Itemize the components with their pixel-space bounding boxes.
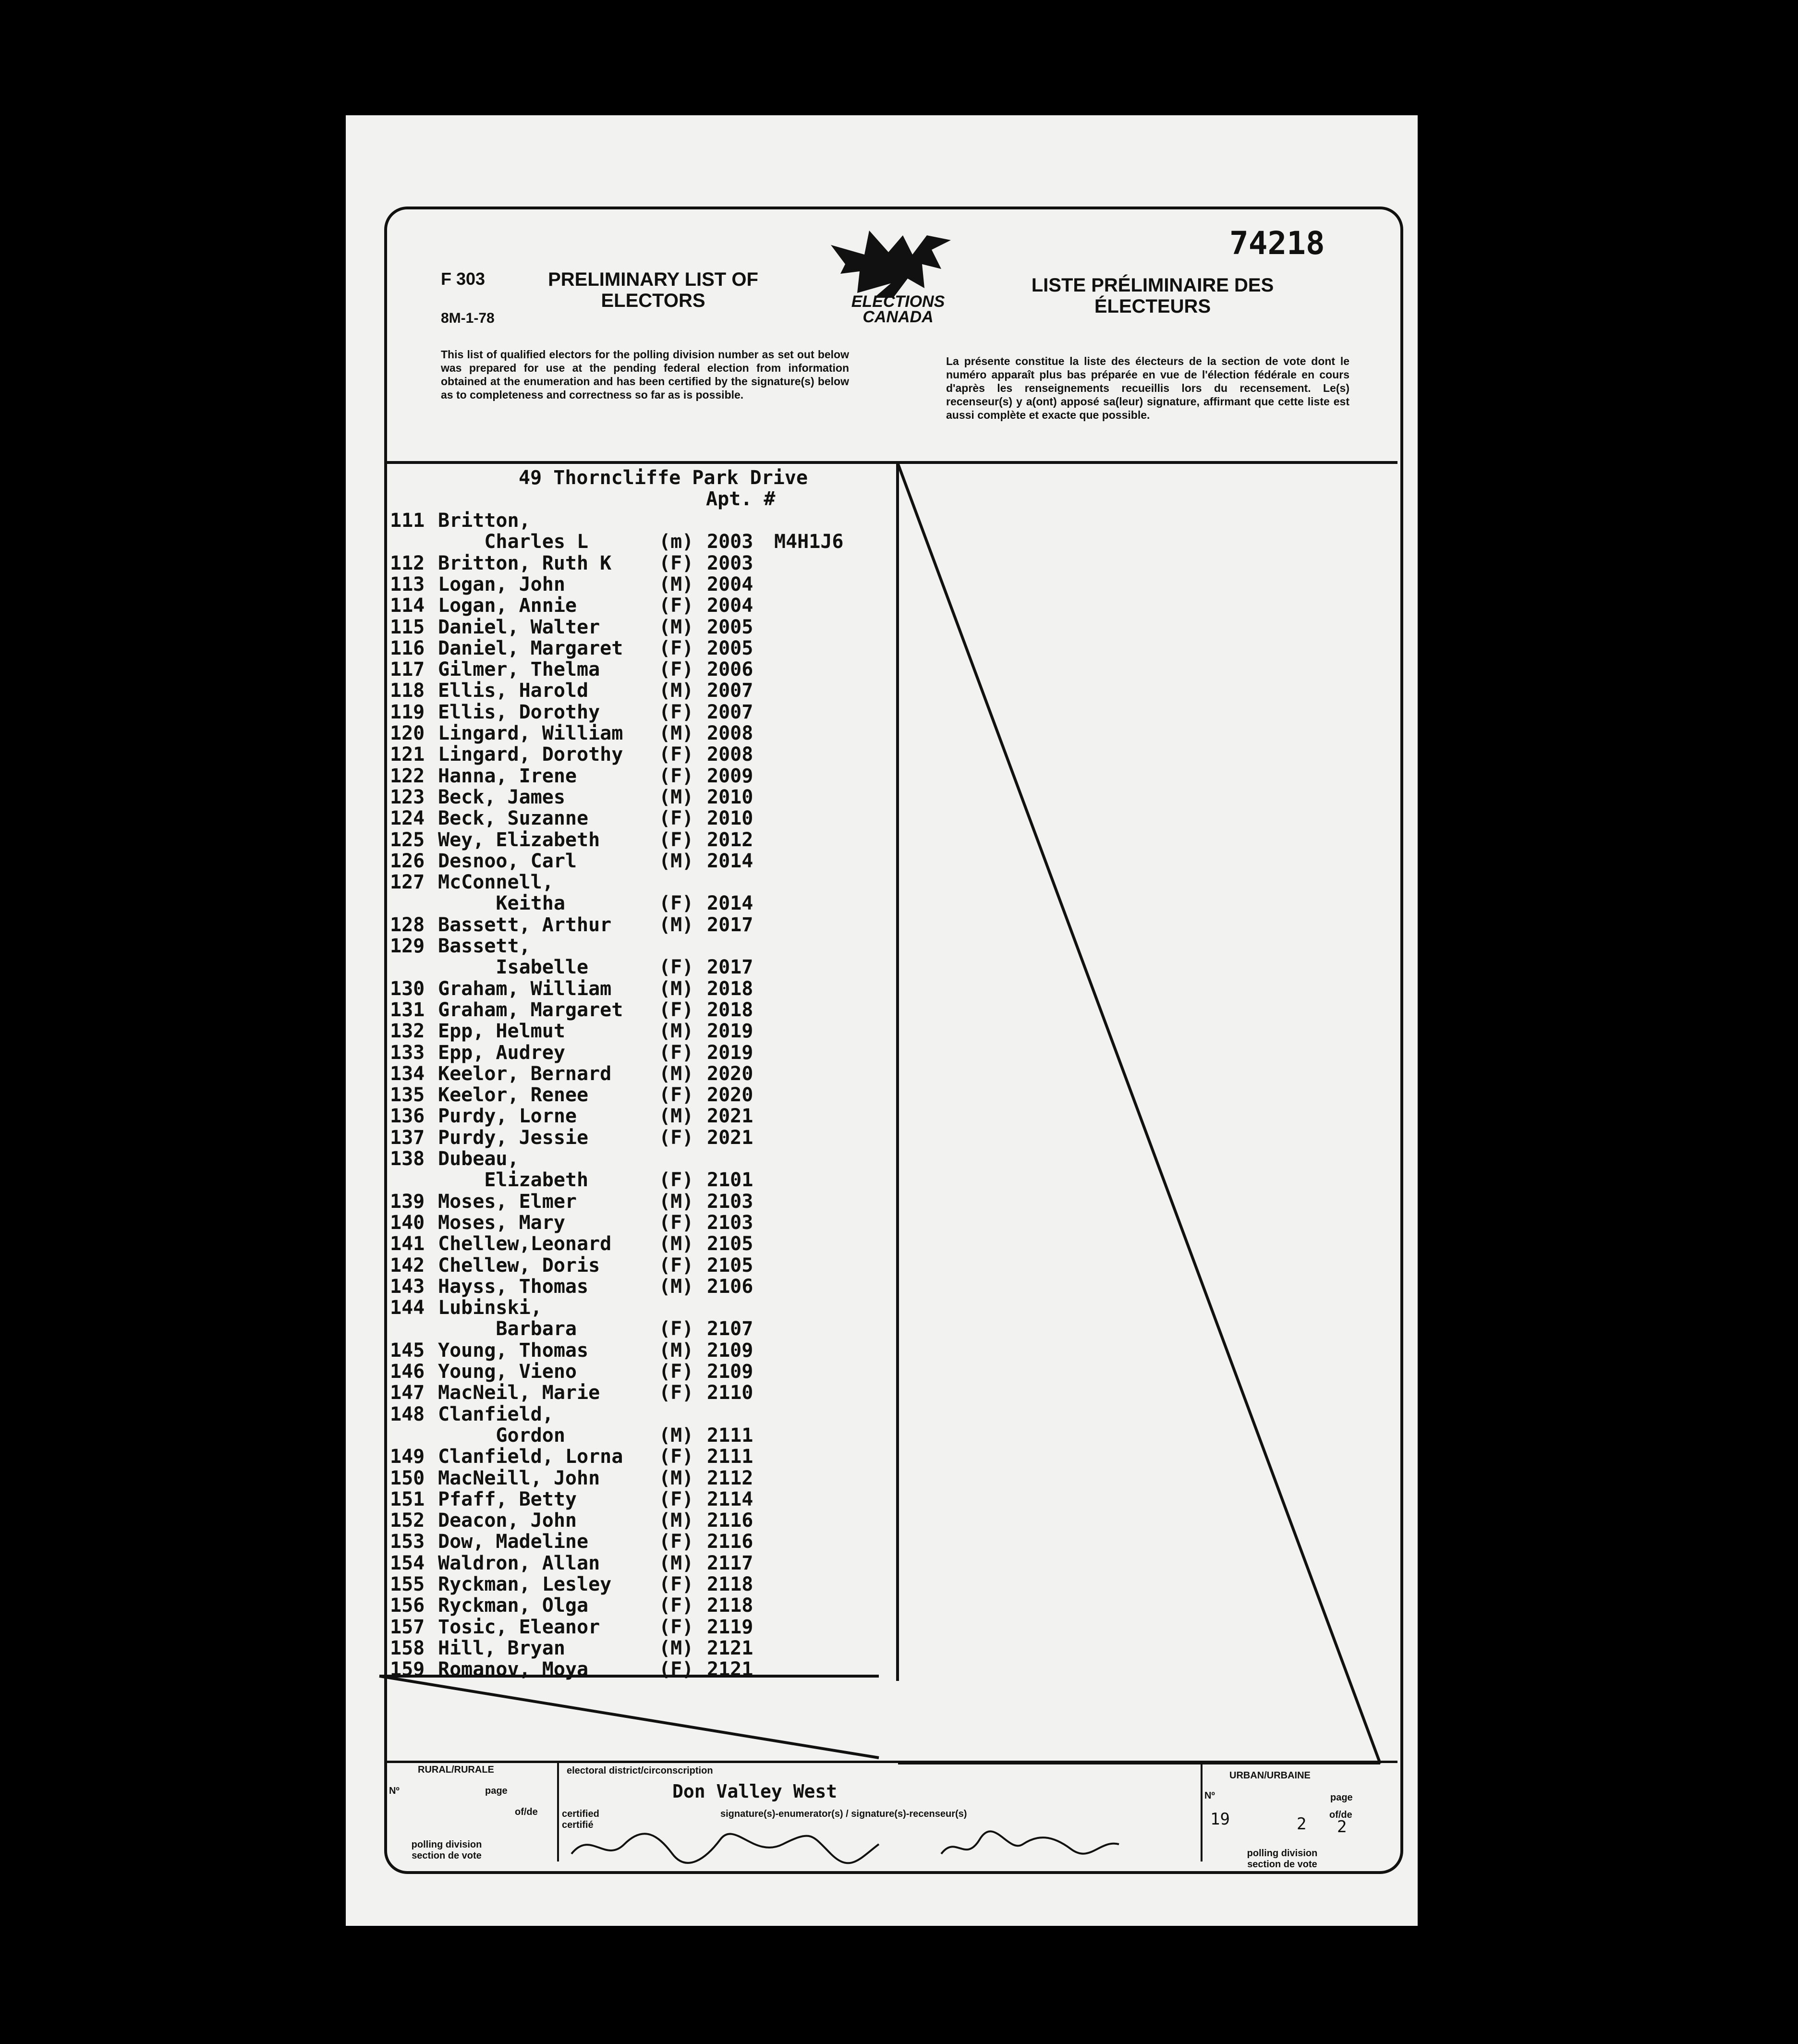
- elector-sex: (M): [659, 850, 694, 872]
- title-english: PRELIMINARY LIST OF ELECTORS: [548, 269, 758, 311]
- elector-sex: (M): [659, 1509, 694, 1532]
- elector-sex: (F): [659, 658, 694, 681]
- elector-number: 141: [390, 1233, 425, 1255]
- elector-apartment: 2018: [707, 998, 753, 1021]
- elector-sex: (F): [659, 1446, 694, 1468]
- elector-sex: (M): [659, 1339, 694, 1362]
- elector-number: 125: [390, 828, 425, 851]
- elector-apartment: 2110: [707, 1382, 753, 1404]
- elector-number: 127: [390, 871, 425, 894]
- rural-label: RURAL/RURALE: [418, 1764, 494, 1775]
- elector-name: Graham, Margaret: [438, 998, 623, 1021]
- elector-name: Keitha: [438, 892, 565, 915]
- footer-left-divider: [557, 1761, 559, 1862]
- form-number: F 303: [441, 269, 486, 289]
- elector-name: MacNeill, John: [438, 1467, 600, 1489]
- elector-number: 113: [390, 573, 425, 596]
- elector-apartment: 2119: [707, 1616, 753, 1638]
- elector-sex: (M): [659, 913, 694, 936]
- elector-name: Graham, William: [438, 977, 612, 1000]
- elector-name: Gilmer, Thelma: [438, 658, 600, 681]
- page-total: 2: [1337, 1817, 1347, 1837]
- elector-number: 150: [390, 1467, 425, 1489]
- elector-name: Bassett,: [438, 935, 531, 957]
- elector-name: Dubeau,: [438, 1148, 519, 1170]
- elector-sex: (F): [659, 828, 694, 851]
- enumerator-signatures: [562, 1825, 1186, 1868]
- elector-sex: (F): [659, 1594, 694, 1617]
- elector-sex: (F): [659, 1254, 694, 1277]
- elector-name: Ellis, Harold: [438, 680, 589, 702]
- elector-apartment: 2101: [707, 1169, 753, 1192]
- rural-no-label: Nº: [389, 1786, 400, 1796]
- elector-sex: (F): [659, 552, 694, 574]
- elector-name: Logan, John: [438, 573, 565, 596]
- elector-number: 149: [390, 1446, 425, 1468]
- elector-name: Epp, Helmut: [438, 1020, 565, 1043]
- elector-number: 151: [390, 1488, 425, 1510]
- elector-name: Ellis, Dorothy: [438, 701, 600, 723]
- urban-no-label: Nº: [1204, 1790, 1215, 1801]
- elector-apartment: 2008: [707, 722, 753, 744]
- elector-name: Waldron, Allan: [438, 1552, 600, 1574]
- elector-apartment: 2017: [707, 913, 753, 936]
- elector-number: 144: [390, 1297, 425, 1319]
- page-number: 2: [1297, 1814, 1307, 1834]
- elector-number: 129: [390, 935, 425, 957]
- elector-number: 154: [390, 1552, 425, 1574]
- elector-apartment: 2118: [707, 1573, 753, 1595]
- elector-number: 140: [390, 1211, 425, 1234]
- elector-sex: (F): [659, 1361, 694, 1383]
- notice-french: La présente constitue la liste des électeurs de la section de vote dont le numéro apparaît plus bas préparée en vue de l'élection fédérale en cours d'après les renseignements recueillis lors du recensement. Le(s) recenseur(s) y a(ont) apposé sa(leur) signature, affirmant que cette liste est aussi complète et exacte que possible.: [946, 355, 1349, 421]
- elector-apartment: 2005: [707, 637, 753, 659]
- elector-apartment: 2111: [707, 1446, 753, 1468]
- elector-number: 116: [390, 637, 425, 659]
- elector-number: 126: [390, 850, 425, 872]
- urban-label: URBAN/URBAINE: [1229, 1770, 1311, 1781]
- elector-apartment: 2010: [707, 786, 753, 808]
- elector-sex: (F): [659, 892, 694, 915]
- elector-apartment: 2121: [707, 1637, 753, 1659]
- elector-number: 136: [390, 1105, 425, 1128]
- elector-number: 122: [390, 765, 425, 787]
- elector-name: Beck, James: [438, 786, 565, 808]
- elector-name: Elizabeth: [438, 1169, 589, 1192]
- elector-number: 131: [390, 998, 425, 1021]
- elector-name: Purdy, Lorne: [438, 1105, 577, 1128]
- elector-name: Romanov, Moya: [438, 1658, 589, 1681]
- elector-name: Bassett, Arthur: [438, 913, 612, 936]
- elector-apartment: 2106: [707, 1275, 753, 1298]
- elector-number: 147: [390, 1382, 425, 1404]
- elector-number: 112: [390, 552, 425, 574]
- elector-apartment: 2021: [707, 1126, 753, 1149]
- footer-top-line: [384, 1761, 1397, 1763]
- elector-number: 143: [390, 1275, 425, 1298]
- elector-apartment: 2019: [707, 1041, 753, 1064]
- elector-name: Gordon: [438, 1424, 565, 1447]
- elector-sex: (F): [659, 998, 694, 1021]
- elector-name: Young, Vieno: [438, 1361, 577, 1383]
- elector-apartment: 2103: [707, 1211, 753, 1234]
- elector-number: 132: [390, 1020, 425, 1043]
- elector-name: Britton, Ruth K: [438, 552, 612, 574]
- elector-number: 139: [390, 1190, 425, 1213]
- elector-apartment: 2006: [707, 658, 753, 681]
- elector-number: 133: [390, 1041, 425, 1064]
- elector-apartment: 2010: [707, 807, 753, 830]
- elector-apartment: 2020: [707, 1062, 753, 1085]
- elector-sex: (M): [659, 1190, 694, 1213]
- elector-number: 138: [390, 1148, 425, 1170]
- elector-name: Britton,: [438, 510, 531, 532]
- elector-sex: (F): [659, 1041, 694, 1064]
- elector-apartment: 2117: [707, 1552, 753, 1574]
- elector-name: Keelor, Renee: [438, 1084, 589, 1107]
- elector-sex: (M): [659, 1020, 694, 1043]
- electoral-district-label: electoral district/circonscription: [567, 1765, 713, 1776]
- elector-name: Beck, Suzanne: [438, 807, 589, 830]
- elector-number: 155: [390, 1573, 425, 1595]
- elector-name: Lingard, Dorothy: [438, 743, 623, 766]
- signature-label: signature(s)-enumerator(s) / signature(s)-recenseur(s): [720, 1809, 967, 1819]
- elector-sex: (F): [659, 1488, 694, 1510]
- elector-sex: (F): [659, 1318, 694, 1340]
- elector-number: 153: [390, 1531, 425, 1553]
- elector-sex: (m): [659, 531, 694, 553]
- elector-apartment: 2003: [707, 531, 753, 553]
- electoral-district: Don Valley West: [672, 1781, 838, 1802]
- elector-sex: (F): [659, 1211, 694, 1234]
- elector-sex: (F): [659, 1616, 694, 1638]
- elector-sex: (F): [659, 595, 694, 617]
- elector-number: 114: [390, 595, 425, 617]
- elector-apartment: 2111: [707, 1424, 753, 1447]
- elector-name: Epp, Audrey: [438, 1041, 565, 1064]
- elector-name: Lingard, William: [438, 722, 623, 744]
- elector-apartment: 2004: [707, 595, 753, 617]
- form-date: 8M-1-78: [441, 310, 495, 326]
- elector-number: 156: [390, 1594, 425, 1617]
- elector-sex: (F): [659, 743, 694, 766]
- elector-apartment: 2014: [707, 850, 753, 872]
- elector-sex: (F): [659, 1658, 694, 1681]
- elector-name: Pfaff, Betty: [438, 1488, 577, 1510]
- rural-page-label: page: [485, 1786, 508, 1796]
- elector-name: Ryckman, Olga: [438, 1594, 589, 1617]
- elector-name: Clanfield,: [438, 1403, 554, 1425]
- urban-page-label: page: [1330, 1792, 1353, 1803]
- elector-number: 148: [390, 1403, 425, 1425]
- elector-apartment: 2009: [707, 765, 753, 787]
- elector-sex: (F): [659, 956, 694, 979]
- elector-apartment: 2105: [707, 1254, 753, 1277]
- notice-english: This list of qualified electors for the polling division number as set out below was prepared for use at the pending federal election from information obtained at the enumeration and has been certified by the signature(s) below as to completeness and correctness so far as is possible.: [441, 348, 849, 401]
- elector-apartment: 2019: [707, 1020, 753, 1043]
- elector-name: McConnell,: [438, 871, 554, 894]
- elector-sex: (F): [659, 1573, 694, 1595]
- elector-apartment: 2020: [707, 1084, 753, 1107]
- elector-apartment: 2017: [707, 956, 753, 979]
- elector-apartment: 2007: [707, 701, 753, 723]
- elector-number: 145: [390, 1339, 425, 1362]
- elector-number: 115: [390, 616, 425, 638]
- elector-sex: (M): [659, 1275, 694, 1298]
- title-french: LISTE PRÉLIMINAIRE DES ÉLECTEURS: [1031, 275, 1274, 317]
- elector-name: Tosic, Eleanor: [438, 1616, 600, 1638]
- elector-name: Logan, Annie: [438, 595, 577, 617]
- elector-apartment: 2109: [707, 1339, 753, 1362]
- elector-sex: (F): [659, 1531, 694, 1553]
- elector-number: 118: [390, 680, 425, 702]
- elector-apartment: 2116: [707, 1509, 753, 1532]
- elector-apartment: 2008: [707, 743, 753, 766]
- elector-sex: (F): [659, 1169, 694, 1192]
- polling-division-label-right: polling division section de vote: [1247, 1848, 1318, 1870]
- address-heading: 49 Thorncliffe Park Drive: [519, 467, 808, 489]
- elector-name: Wey, Elizabeth: [438, 828, 600, 851]
- polling-division-label-left: polling division section de vote: [411, 1839, 482, 1861]
- elector-sex: (F): [659, 637, 694, 659]
- elector-sex: (F): [659, 1382, 694, 1404]
- elector-name: Hill, Bryan: [438, 1637, 565, 1659]
- elector-name: Keelor, Bernard: [438, 1062, 612, 1085]
- elector-apartment: 2014: [707, 892, 753, 915]
- elector-apartment: 2021: [707, 1105, 753, 1128]
- elector-sex: (M): [659, 1105, 694, 1128]
- elector-apartment: 2109: [707, 1361, 753, 1383]
- elector-number: 111: [390, 510, 425, 532]
- elector-sex: (M): [659, 1424, 694, 1447]
- elector-apartment: 2004: [707, 573, 753, 596]
- elector-apartment: 2112: [707, 1467, 753, 1489]
- elector-name: Hayss, Thomas: [438, 1275, 589, 1298]
- elector-apartment: 2105: [707, 1233, 753, 1255]
- elector-name: Hanna, Irene: [438, 765, 577, 787]
- elector-sex: (M): [659, 1552, 694, 1574]
- certified-label: certified certifié: [562, 1809, 599, 1830]
- elector-apartment: 2107: [707, 1318, 753, 1340]
- elector-sex: (M): [659, 722, 694, 744]
- elector-apartment: 2116: [707, 1531, 753, 1553]
- elector-name: MacNeil, Marie: [438, 1382, 600, 1404]
- elector-number: 159: [390, 1658, 425, 1681]
- elector-name: Barbara: [438, 1318, 577, 1340]
- elector-number: 120: [390, 722, 425, 744]
- elector-apartment: 2012: [707, 828, 753, 851]
- elector-number: 135: [390, 1084, 425, 1107]
- elector-name: Moses, Mary: [438, 1211, 565, 1234]
- logo-text: ELECTIONS CANADA: [851, 292, 945, 326]
- elector-name: Deacon, John: [438, 1509, 577, 1532]
- elector-name: Isabelle: [438, 956, 589, 979]
- elector-apartment: 2118: [707, 1594, 753, 1617]
- rural-of-label: of/de: [515, 1807, 538, 1817]
- elector-postal-code: M4H1J6: [774, 531, 844, 553]
- elector-sex: (M): [659, 1062, 694, 1085]
- elector-sex: (F): [659, 807, 694, 830]
- elector-name: Ryckman, Lesley: [438, 1573, 612, 1595]
- polling-division-number: 19: [1210, 1810, 1230, 1829]
- elector-sex: (F): [659, 765, 694, 787]
- elector-number: 119: [390, 701, 425, 723]
- elector-apartment: 2121: [707, 1658, 753, 1681]
- elector-number: 123: [390, 786, 425, 808]
- elector-name: Lubinski,: [438, 1297, 542, 1319]
- elector-sex: (M): [659, 786, 694, 808]
- elector-number: 121: [390, 743, 425, 766]
- elector-apartment: 2003: [707, 552, 753, 574]
- elector-name: Chellew, Doris: [438, 1254, 600, 1277]
- elector-sex: (M): [659, 616, 694, 638]
- elector-name: Clanfield, Lorna: [438, 1446, 623, 1468]
- elector-number: 137: [390, 1126, 425, 1149]
- elector-name: Desnoo, Carl: [438, 850, 577, 872]
- elector-name: Daniel, Margaret: [438, 637, 623, 659]
- urban-of-label: of/de: [1329, 1810, 1352, 1820]
- elector-number: 124: [390, 807, 425, 830]
- elector-number: 134: [390, 1062, 425, 1085]
- elector-number: 146: [390, 1361, 425, 1383]
- elector-number: 142: [390, 1254, 425, 1277]
- apt-heading: Apt. #: [706, 488, 776, 510]
- elector-apartment: 2005: [707, 616, 753, 638]
- elector-sex: (M): [659, 1467, 694, 1489]
- elector-sex: (F): [659, 1084, 694, 1107]
- elector-name: Young, Thomas: [438, 1339, 589, 1362]
- elector-sex: (M): [659, 1233, 694, 1255]
- elector-apartment: 2018: [707, 977, 753, 1000]
- elector-apartment: 2007: [707, 680, 753, 702]
- footer-right-divider: [1201, 1761, 1203, 1862]
- elector-name: Moses, Elmer: [438, 1190, 577, 1213]
- elector-number: 152: [390, 1509, 425, 1532]
- elector-number: 128: [390, 913, 425, 936]
- serial-number: 74218: [1229, 225, 1325, 262]
- elector-number: 158: [390, 1637, 425, 1659]
- elector-name: Purdy, Jessie: [438, 1126, 589, 1149]
- elector-name: Daniel, Walter: [438, 616, 600, 638]
- elector-sex: (M): [659, 1637, 694, 1659]
- elector-sex: (M): [659, 573, 694, 596]
- elector-name: Dow, Madeline: [438, 1531, 589, 1553]
- elector-apartment: 2103: [707, 1190, 753, 1213]
- elector-name: Charles L: [438, 531, 589, 553]
- elector-sex: (F): [659, 701, 694, 723]
- elector-number: 130: [390, 977, 425, 1000]
- elector-name: Chellew,Leonard: [438, 1233, 612, 1255]
- elector-number: 117: [390, 658, 425, 681]
- elector-apartment: 2114: [707, 1488, 753, 1510]
- elector-sex: (M): [659, 977, 694, 1000]
- elector-sex: (F): [659, 1126, 694, 1149]
- elector-sex: (M): [659, 680, 694, 702]
- elector-number: 157: [390, 1616, 425, 1638]
